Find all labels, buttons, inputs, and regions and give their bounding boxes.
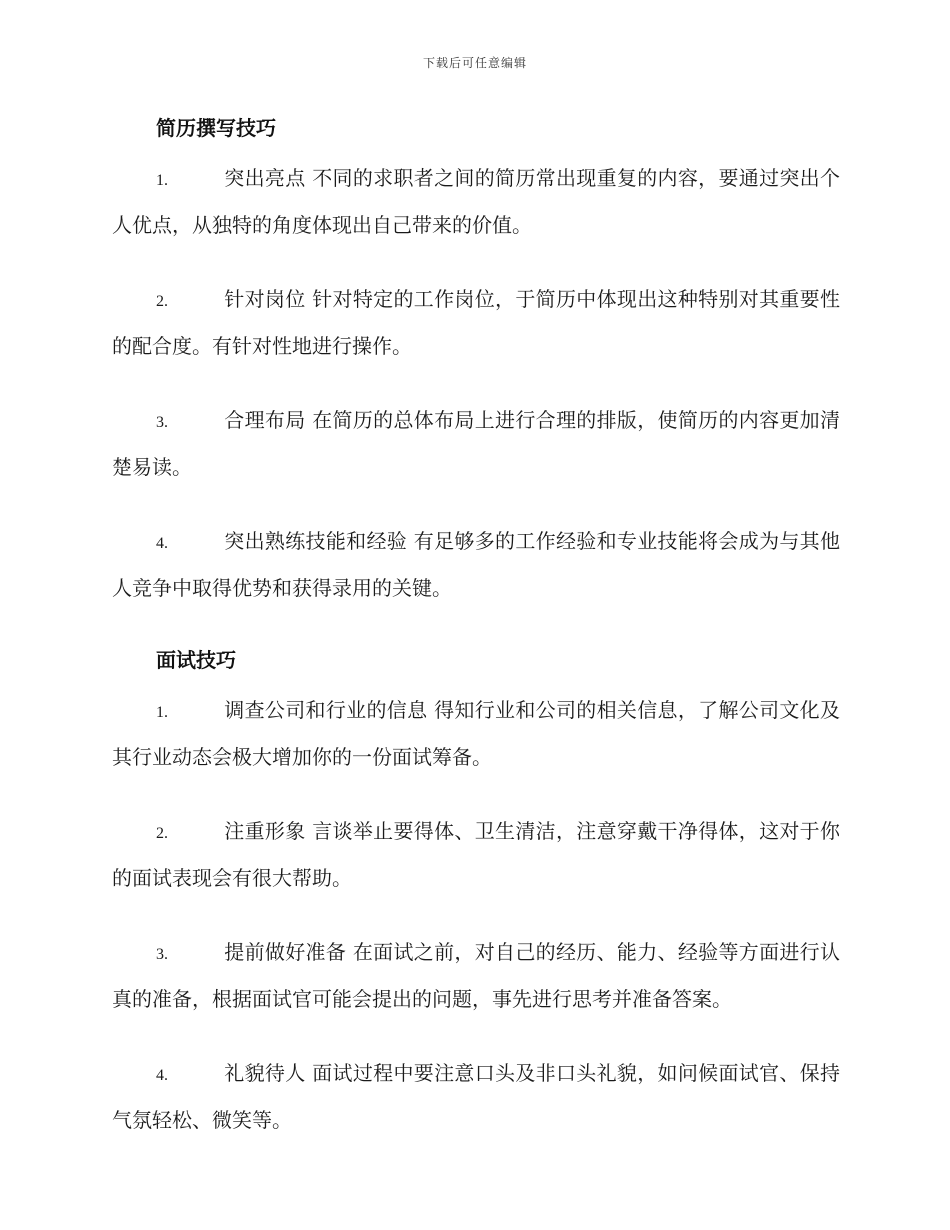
list-item — [112, 519, 840, 610]
list-number: 3. — [156, 414, 168, 431]
list-item — [112, 1051, 840, 1142]
list-item-text: 提前做好准备 在面试之前，对自己的经历、能力、经验等方面进行认真的准备，根据面试官可能会提出的问题，事先进行思考并准备答案。 — [112, 940, 840, 1011]
list-number: 2. — [156, 825, 168, 842]
section-title: 面试技巧 — [156, 648, 236, 672]
section-title: 简历撰写技巧 — [156, 116, 276, 140]
list-item-text: 调查公司和行业的信息 得知行业和公司的相关信息，了解公司文化及其行业动态会极大增加你的一份面试筹备。 — [112, 698, 840, 769]
list-number: 1. — [156, 172, 168, 189]
list-item-text: 突出熟练技能和经验 有足够多的工作经验和专业技能将会成为与其他人竞争中取得优势和获得录用的关键。 — [112, 529, 840, 600]
list-item — [112, 930, 840, 1021]
list-number: 3. — [156, 946, 168, 963]
list-item-text: 礼貌待人 面试过程中要注意口头及非口头礼貌，如问候面试官、保持气氛轻松、微笑等。 — [112, 1061, 840, 1132]
list-item — [112, 688, 840, 779]
header-note: 下载后可任意编辑 — [422, 56, 527, 70]
section-interview-tips — [112, 640, 840, 1142]
list-item — [112, 398, 840, 489]
document-body — [112, 108, 840, 1172]
list-number: 4. — [156, 535, 168, 552]
list-item-text: 突出亮点 不同的求职者之间的简历常出现重复的内容，要通过突出个人优点，从独特的角度体现出自己带来的价值。 — [112, 166, 840, 237]
list-item — [112, 277, 840, 368]
list-item — [112, 156, 840, 247]
section-resume-tips — [112, 108, 840, 610]
list-item-text: 针对岗位 针对特定的工作岗位，于简历中体现出这种特别对其重要性的配合度。有针对性地进行操作。 — [112, 287, 840, 358]
list-number: 1. — [156, 704, 168, 721]
list-item-text: 合理布局 在简历的总体布局上进行合理的排版，使简历的内容更加清楚易读。 — [112, 408, 840, 479]
list-item-text: 注重形象 言谈举止要得体、卫生清洁，注意穿戴干净得体，这对于你的面试表现会有很大帮助。 — [112, 819, 840, 890]
list-item — [112, 809, 840, 900]
list-number: 2. — [156, 293, 168, 310]
list-number: 4. — [156, 1067, 168, 1084]
